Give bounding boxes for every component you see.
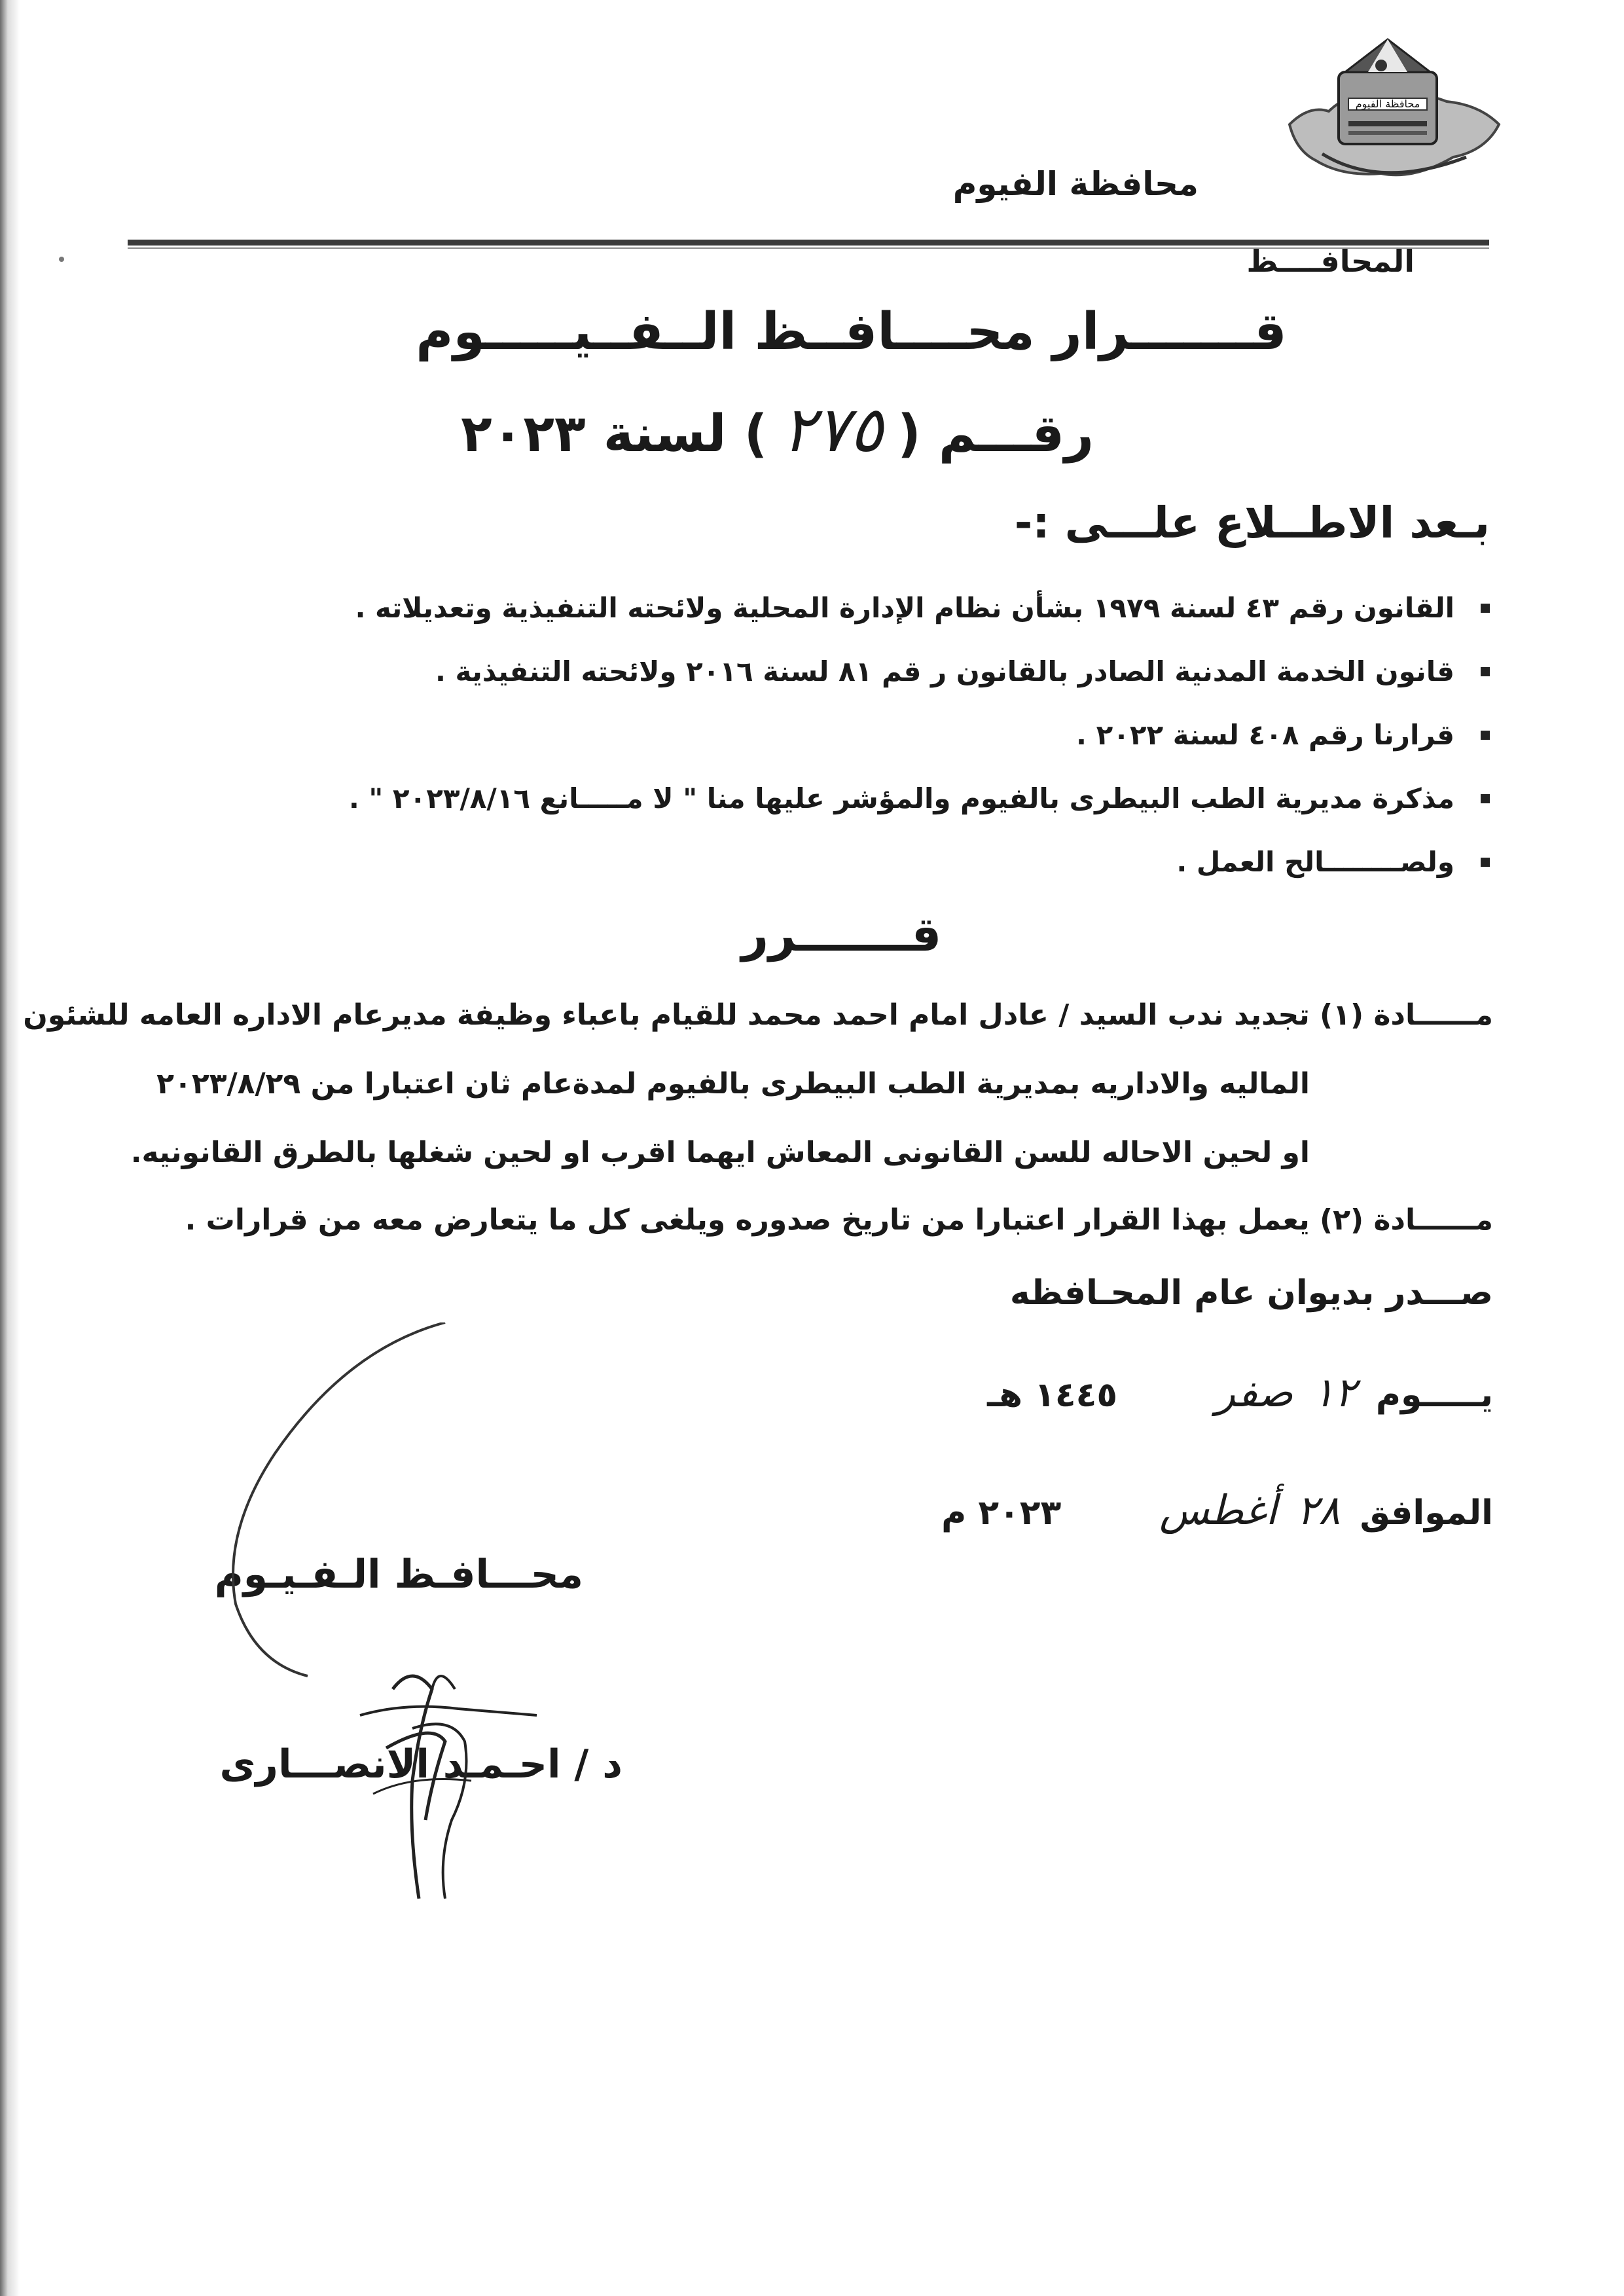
gregorian-date-line [941, 1486, 1493, 1534]
governorate-logo [1283, 26, 1506, 196]
bullet-icon [1481, 667, 1490, 676]
scan-speck [59, 257, 64, 262]
date-label: الموافق [1360, 1493, 1493, 1533]
handwritten-signature [196, 1322, 655, 1912]
preamble-item: القانون رقم ٤٣ لسنة ١٩٧٩ بشأن نظام الإدارة المحلية ولائحته التنفيذية وتعديلاته . [181, 576, 1490, 640]
preamble-heading: بـعد الاطــلاع علـــى :- [1014, 498, 1490, 548]
preamble-item: قرارنا رقم ٤٠٨ لسنة ٢٠٢٢ . [181, 703, 1490, 767]
preamble-item: قانون الخدمة المدنية الصادر بالقانون ر قم ٨١ لسنة ٢٠١٦ ولائحته التنفيذية . [181, 640, 1490, 703]
hijri-year: ١٤٤٥ هـ [987, 1376, 1118, 1415]
svg-text:محافظة الفيوم: محافظة الفيوم [1355, 98, 1420, 110]
bullet-icon [1481, 794, 1490, 803]
article-1-line-2: الماليه والاداريه بمديرية الطب البيطرى بالفيوم لمدةعام ثان اعتبارا من ٢٠٢٣/٨/٢٩ [156, 1067, 1310, 1101]
decree-number-prefix: رقـــم ( [897, 405, 1094, 464]
decree-number-suffix: ) لسنة ٢٠٢٣ [461, 405, 768, 464]
day-label: يـــــوم [1375, 1376, 1493, 1415]
issued-at: صـــدر بديوان عام المحـافظه [1009, 1273, 1493, 1313]
gregorian-day: ٢٨ [1296, 1486, 1341, 1534]
preamble-list [181, 576, 1490, 894]
decided-heading: قـــــــرر [741, 907, 942, 962]
governor-label: المحافــــظ [1246, 244, 1415, 279]
signatory-title: محـــافـظ الـفـيـوم [214, 1552, 583, 1597]
gregorian-month: أغطس [1159, 1486, 1277, 1534]
preamble-item: مذكرة مديرية الطب البيطرى بالفيوم والمؤشر عليها منا " لا مـــــانع ٢٠٢٣/٨/١٦ " . [181, 767, 1490, 830]
decree-number [461, 393, 1094, 466]
article-1-line-1: مــــــادة (١) تجديد ندب السيد / عادل امام احمد محمد للقيام باعباء وظيفة مديرعام الاداره العامه للشئون [23, 998, 1493, 1032]
governorate-name: محافظة الفيوم [952, 165, 1199, 203]
hijri-date-line [987, 1368, 1493, 1416]
gregorian-year: ٢٠٢٣ م [941, 1493, 1062, 1533]
hijri-day: ١٢ [1312, 1368, 1356, 1416]
hijri-month: صفر [1216, 1368, 1293, 1416]
article-1-line-3: او لحين الاحاله للسن القانونى المعاش ايهما اقرب او لحين شغلها بالطرق القانونيه. [130, 1136, 1310, 1169]
signatory-name: د / احـمـد الانصـــارى [219, 1741, 623, 1787]
bullet-icon [1481, 858, 1490, 867]
preamble-item: ولصــــــــالح العمل . [181, 830, 1490, 894]
article-2: مــــــادة (٢) يعمل بهذا القرار اعتبارا من تاريخ صدوره ويلغى كل ما يتعارض معه من قرارات . [185, 1203, 1493, 1237]
decree-title: قـــــــرار محــــافــظ الــفــيـــــوم [416, 302, 1287, 361]
decree-number-value: ٢٧٥ [782, 393, 884, 466]
bullet-icon [1481, 731, 1490, 740]
bullet-icon [1481, 604, 1490, 613]
